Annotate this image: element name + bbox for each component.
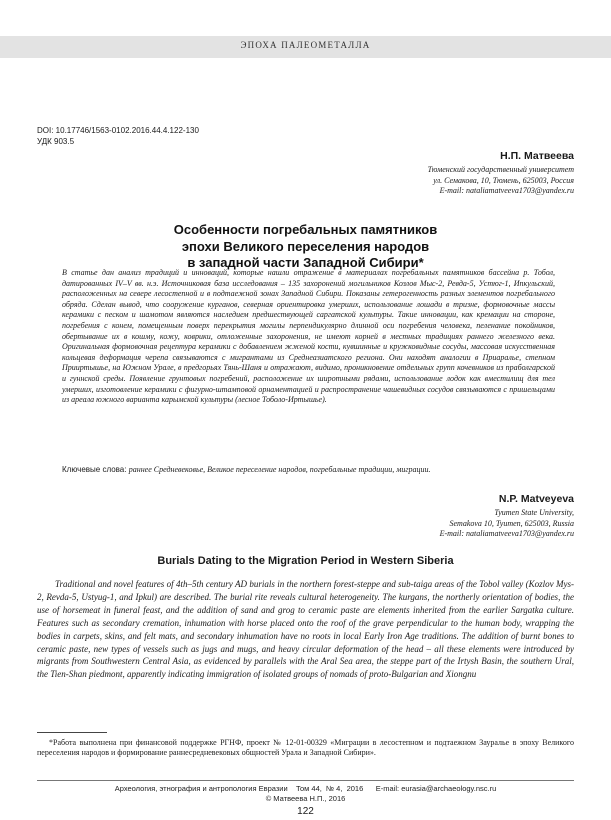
footer-divider — [37, 780, 574, 781]
affiliation-ru — [300, 165, 574, 197]
email-en[interactable]: E-mail: nataliamatveeva1703@yandex.ru — [439, 529, 574, 538]
copyright: © Матвеева Н.П., 2016 — [265, 794, 346, 803]
title-line-3: в западной части Западной Сибири* — [187, 255, 424, 270]
keywords-text: раннее Средневековье, Великое переселение народов, погребальные традиции, миграции. — [128, 465, 431, 474]
keywords-label: Ключевые слова: — [62, 465, 127, 474]
affiliation-en — [300, 508, 574, 540]
issue: № 4, — [326, 784, 343, 793]
affiliation-line: Тюменский государственный университет — [427, 165, 574, 174]
year: 2016 — [346, 784, 364, 793]
article-title-ru — [80, 222, 531, 272]
author-name-ru: Н.П. Матвеева — [500, 150, 574, 162]
journal-name: Археология, этнография и антропология Евразии — [114, 784, 288, 793]
title-line-2: эпохи Великого переселения народов — [181, 238, 430, 254]
abstract-en: Traditional and novel features of 4th–5th century AD burials in the northern forest-steppe and sub-taiga areas of the Tobol valley (Kozlov Mys-2, Revda-5, Ustyug-1, and Ipkul) are described. The burial rite reveals cultural heterogeneity. The kurgans, the northerly orientation of bodies, the use of horsemeat in funeral feast, and the addition of sand and grog to ceramic paste are elements inherited from the earlier Sargatka culture. Features such as secondary cremation, inhumation with horse placed onto the roof of the grave perpendicular to the human body, wrapping the bodies in carpets, skins, and felt mats, and secondary inhumation have no roots in local Early Iron Age traditions. The addition of burnt bones to ceramic paste, new types of vessels such as jugs and mugs, and heavy circular deformation of the head – all these elements were introduced by migrants from Southwestern Central Asia, as evidenced by parallels with the Aral Sea area, the steppe part of the Irtysh Basin, the southern Ural, the Tien-Shan piedmont, apparently indicating immigration of isolated groups of nomads of proto-Bulgarian and Xiongnu — [37, 579, 574, 680]
article-title-en: Burials Dating to the Migration Period in Western Siberia — [157, 555, 454, 567]
affiliation-line-en: Tyumen State University, — [494, 508, 574, 517]
address-line-en: Semakova 10, Tyumen, 625003, Russia — [449, 518, 574, 528]
address-line: ул. Семакова, 10, Тюмень, 625003, Россия — [433, 175, 574, 185]
title-line-1: Особенности погребальных памятников — [173, 222, 438, 237]
keywords-ru — [62, 464, 555, 475]
page-number: 122 — [297, 806, 314, 817]
journal-email[interactable]: E-mail: eurasia@archaeology.nsc.ru — [375, 784, 497, 793]
email-ru[interactable]: E-mail: nataliamatveeva1703@yandex.ru — [439, 186, 574, 195]
section-header: ЭПОХА ПАЛЕОМЕТАЛЛА — [240, 40, 371, 50]
doi[interactable]: DOI: 10.17746/1563-0102.2016.44.4.122-130 — [37, 126, 199, 135]
udk: УДК 903.5 — [37, 137, 75, 146]
author-name-en: N.P. Matveyeva — [498, 493, 574, 505]
footnote-divider — [37, 732, 107, 733]
volume: Том 44, — [296, 784, 322, 793]
abstract-ru: В статье дан анализ традиций и инноваций, которые нашли отражение в материалах погребальных памятников бассейна р. Тобол, датированных IV–V вв. н.э. Источниковая база исследования – 135 захоронений могильников Козлов Мыс-2, Ревда-5, Устюг-1, Ипкульский, расположенных на севере лесостепной и в подтаежной зонах Западной Сибири. Показаны гетерогенность разных элементов погребального обряда. Сделан вывод, что сооружение курганов, северная ориентировка умерших, использование лошади в тризне, формовочные массы керамики с песком и шамотом являются наследием предшествующей саргатской культуры. Такие инновации, как кремации на стороне, погребения с конем, помещенным поверх перекрытия могилы перпендикулярно длинной оси погребения человека, пеленание покойников, обертывание их в кошму, кожу, коврики, отложенные захоронения, не имеют корней в местных традициях раннего железного века. Оригинальная формовочная рецептура керамики с добавлением жженой кости, кувшинные и кружковидные сосуды, массовая искусственная кольцевая деформация черепа связываются с мигрантами из Среднеазиатского региона. Они находят аналогии в Приаралье, степном Прииртышье, на Южном Урале, в предгорьях Тянь-Шаня и отражают, видимо, проникновение отдельных групп кочевников из праболгарской и гуннской среды. Появление грунтовых погребений, расположение их широтными рядами, использование лодок как вместилищ для тел умерших, изготовление керамики с фигурно-штамповой орнаментацией и распространение чашевидных сосудов связываются с пришельцами из ареала южного варианта карымской культуры (лесное Тоболо-Иртышье). — [62, 268, 555, 405]
footnote: *Работа выполнена при финансовой поддержке РГНФ, проект № 12-01-00329 «Миграции в лесостепном и подтаежном Зауралье в эпоху Великого переселения народов и формирование раннесредневековых общностей Урала и Западной Сибири». — [37, 738, 574, 758]
